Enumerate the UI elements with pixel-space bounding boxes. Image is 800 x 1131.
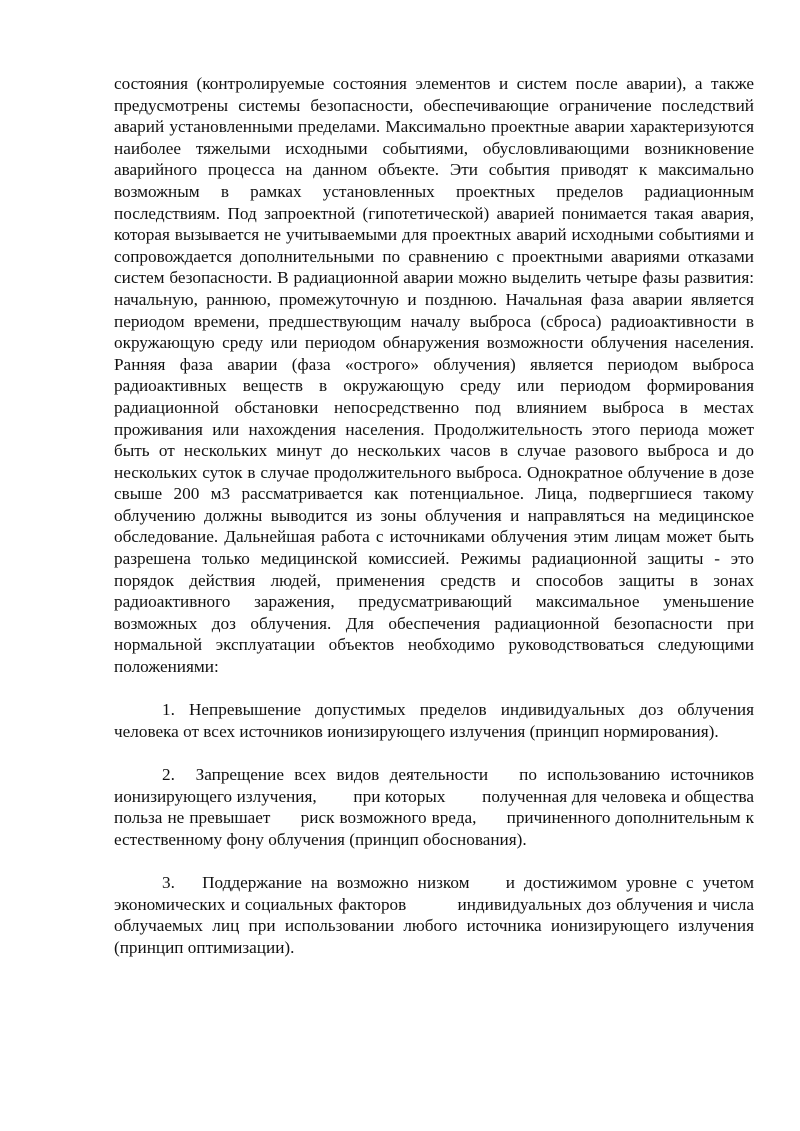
document-text [114,73,759,958]
body-paragraph: состояния (контролируемые состояния элементов и систем после аварии), а также предусмотрены системы безопасности, обеспечивающие ограничение последствий аварий установленными пределами. Максимально проектные аварии характеризуются наиболее тяжелыми исходными событиями, обусловливающими возникновение аварийного процесса на данном объекте. Эти события приводят к максимально возможным в рамках установленных проектных пределов радиационным последствиям. Под запроектной (гипотетической) аварией понимается такая авария, которая вызывается не учитываемыми для проектных аварий исходными событиями и сопровождается дополнительными по сравнению с проектными авариями отказами систем безопасности. В радиационной аварии можно выделить четыре фазы развития: начальную, раннюю, промежуточную и позднюю. Начальная фаза аварии является периодом времени, предшествующим началу выброса (сброса) радиоактивности в окружающую среду или периодом обнаружения возможности облучения населения. Ранняя фаза аварии (фаза «острого» облучения) является периодом выброса радиоактивных веществ в окружающую среду или периодом формирования радиационной обстановки непосредственно под влиянием выброса в местах проживания или нахождения населения. Продолжительность этого периода может быть от нескольких минут до нескольких часов в случае разового выброса и до нескольких суток в случае продолжительного выброса. Однократное облучение в дозе свыше 200 м3 рассматривается как потенциальное. Лица, подвергшиеся такому облучению должны выводится из зоны облучения и направляться на медицинское обследование. Дальнейшая работа с источниками облучения этим лицам может быть разрешена только медицинской комиссией. Режимы радиационной защиты - это порядок действия людей, применения средств и способов защиты в зонах радиоактивного заражения, предусматривающий максимальное уменьшение возможных доз облучения. Для обеспечения радиационной безопасности при нормальной эксплуатации объектов необходимо руководствоваться следующими положениями: [114,74,754,677]
principle-optimization: 3. Поддержание на возможно низком и достижимом уровне с учетом экономических и социальных факторов индивидуальных доз облучения и числа облучаемых лиц при использовании любого источника ионизирующего излучения (принцип оптимизации). [114,872,759,957]
principle-justification: 2. Запрещение всех видов деятельности по использованию источников ионизирующего излучения, при которых полученная для человека и общества польза не превышает риск возможного вреда, причиненного дополнительным к естественному фону облучения (принцип обоснования). [114,765,759,849]
principle-normalization: 1. Непревышение допустимых пределов индивидуальных доз облучения человека от всех источников ионизирующего излучения (принцип нормирования). [114,700,754,741]
